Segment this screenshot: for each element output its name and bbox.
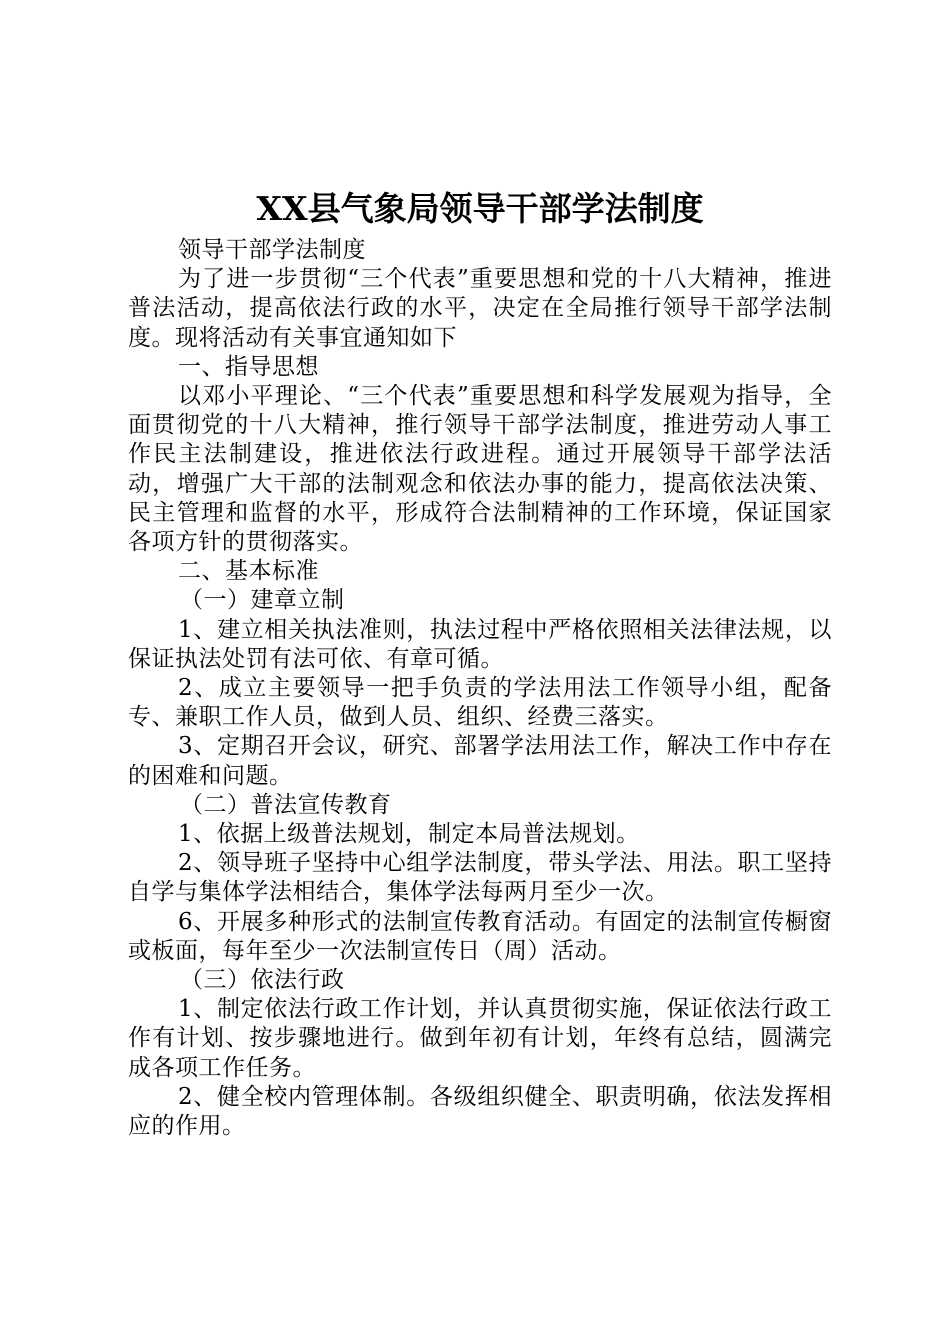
intro-paragraph: 为了进一步贯彻“三个代表”重要思想和党的十八大精神，推进普法活动，提高依法行政的水平，决定在全局推行领导干部学法制度。现将活动有关事宜通知如下 [128, 266, 832, 351]
document-page [128, 182, 832, 1141]
list-item-paragraph: 1、制定依法行政工作计划，并认真贯彻实施，保证依法行政工作有计划、按步骤地进行。做到年初有计划，年终有总结，圆满完成各项工作任务。 [128, 996, 832, 1081]
subsection-heading-legal-education: （二）普法宣传教育 [180, 791, 392, 818]
subtitle-paragraph: 领导干部学法制度 [178, 237, 366, 263]
list-item-paragraph: 3、定期召开会议，研究、部署学法用法工作，解决工作中存在的困难和问题。 [128, 733, 832, 789]
document-body [128, 236, 832, 1141]
list-item-paragraph: 1、依据上级普法规划，制定本局普法规划。 [178, 821, 640, 848]
list-item-paragraph: 2、领导班子坚持中心组学法制度，带头学法、用法。职工坚持自学与集体学法相结合，集体学法每两月至少一次。 [128, 850, 832, 906]
document-title: XX县气象局领导干部学法制度 [256, 189, 704, 228]
list-item-paragraph: 2、健全校内管理体制。各级组织健全、职责明确，依法发挥相应的作用。 [128, 1083, 832, 1140]
section-heading-basic-standards: 二、基本标准 [178, 558, 319, 585]
list-item-paragraph: 6、开展多种形式的法制宣传教育活动。有固定的法制宣传橱窗或板面，每年至少一次法制宣传日（周）活动。 [128, 908, 832, 964]
list-item-paragraph: 1、建立相关执法准则，执法过程中严格依照相关法律法规，以保证执法处罚有法可依、有章可循。 [128, 616, 832, 672]
section-heading-guiding-thought: 一、指导思想 [178, 353, 319, 380]
subsection-heading-lawful-administration: （三）依法行政 [180, 967, 345, 994]
list-item-paragraph: 2、成立主要领导一把手负责的学法用法工作领导小组，配备专、兼职工作人员，做到人员、组织、经费三落实。 [128, 675, 832, 731]
guiding-thought-paragraph: 以邓小平理论、“三个代表”重要思想和科学发展观为指导，全面贯彻党的十八大精神，推行领导干部学法制度，推进劳动人事工作民主法制建设，推进依法行政进程。通过开展领导干部学法活动，增强广大干部的法制观念和依法办事的能力，提高依法决策、民主管理和监督的水平，形成符合法制精神的工作环境，保证国家各项方针的贯彻落实。 [128, 383, 832, 556]
subsection-heading-rules: （一）建章立制 [180, 587, 345, 614]
